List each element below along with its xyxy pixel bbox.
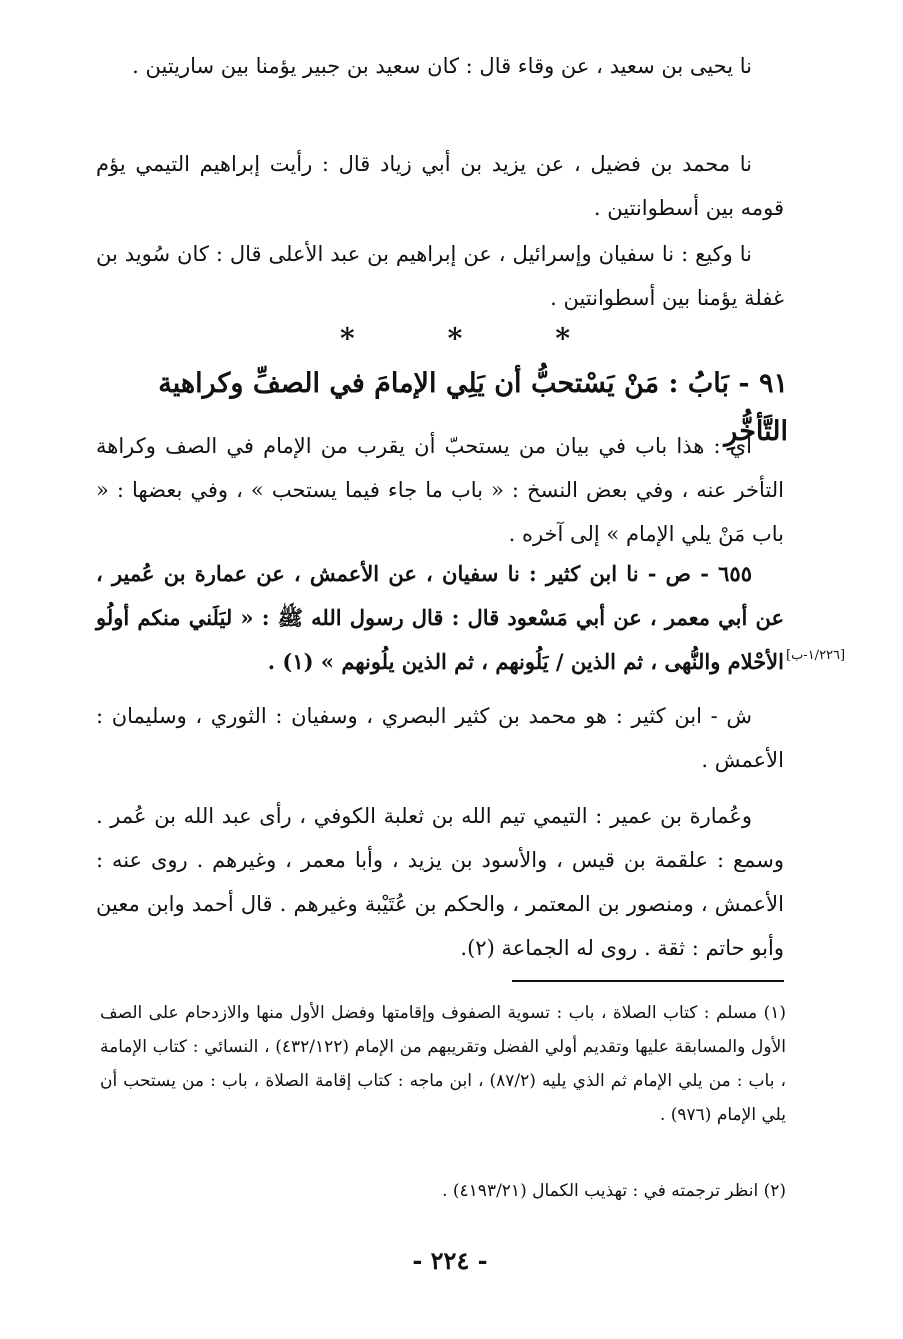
narration-paragraph-1 bbox=[96, 44, 784, 88]
asterisk: * bbox=[340, 322, 355, 355]
chapter-heading: ٩١ - بَابُ : مَنْ يَسْتحبُّ أن يَلِي الإمامَ في الصفِّ وكراهية التَّأخُّرِ bbox=[158, 368, 788, 447]
asterisk: * bbox=[447, 322, 463, 355]
footnote-1 bbox=[100, 996, 786, 1132]
narration-text: نا وكيع : نا سفيان وإسرائيل ، عن إبراهيم بن عبد الأعلى قال : كان سُويد بن غفلة يؤمنا بين أسطوانتين . bbox=[96, 242, 784, 310]
manuscript-folio-note: [١/٢٢٦-ب] bbox=[786, 648, 846, 663]
commentary-paragraph-2 bbox=[96, 794, 784, 970]
narration-text: نا محمد بن فضيل ، عن يزيد بن أبي زياد قال : رأيت إبراهيم التيمي يؤم قومه بين أسطوانتين . bbox=[96, 152, 784, 220]
page-number: - ٢٢٤ - bbox=[412, 1246, 488, 1275]
commentary-text: وعُمارة بن عمير : التيمي تيم الله بن ثعلبة الكوفي ، رأى عبد الله بن عُمر . وسمع : علقمة بن قيس ، والأسود بن يزيد ، وأبا معمر ، وغيرهم . روى عنه : الأعمش ، ومنصور بن المعتمر ، والحكم بن عُتَيْبة وغيرهم . قال أحمد وابن معين وأبو حاتم : ثقة . روى له الجماعة (٢). bbox=[96, 804, 784, 960]
asterisk: * bbox=[555, 322, 570, 355]
footnote-text: (١) مسلم : كتاب الصلاة ، باب : تسوية الصفوف وإقامتها وفضل الأول منها والازدحام على الصف الأول والمسابقة عليها وتقديم أولي الفضل وتقريبهم من الإمام (٤٣٢/١٢٢) ، النسائي : كتاب الإمامة ، باب : من يلي الإمام ثم الذي يليه (٨٧/٢) ، ابن ماجه : كتاب إقامة الصلاة ، باب : من يستحب أن يلي الإمام (٩٧٦) . bbox=[100, 1003, 786, 1125]
footnote-2 bbox=[100, 1174, 786, 1208]
narration-text: نا يحيى بن سعيد ، عن وقاء قال : كان سعيد بن جبير يؤمنا بين ساريتين . bbox=[132, 54, 752, 78]
footnote-divider bbox=[512, 980, 784, 982]
narration-paragraph-2 bbox=[96, 142, 784, 230]
chapter-explanation bbox=[96, 424, 784, 556]
hadith-block bbox=[96, 552, 784, 684]
commentary-text: ش - ابن كثير : هو محمد بن كثير البصري ، وسفيان : الثوري ، وسليمان : الأعمش . bbox=[96, 704, 784, 772]
section-separator bbox=[340, 322, 570, 355]
commentary-paragraph-1 bbox=[96, 694, 784, 782]
hadith-text: ٦٥٥ - ص - نا ابن كثير : نا سفيان ، عن الأعمش ، عن عمارة بن عُمير ، عن أبي معمر ، عن أبي مَسْعود قال : قال رسول الله ﷺ : « ليَلَني منكم أولُو الأحْلام والنُّهى ، ثم الذين / يَلُونهم ، ثم الذين يلُونهم » (١) . bbox=[96, 561, 784, 674]
footnote-text: (٢) انظر ترجمته في : تهذيب الكمال (٤١٩٣/٢١) . bbox=[442, 1181, 786, 1201]
narration-paragraph-3 bbox=[96, 232, 784, 320]
explanation-text: أي : هذا باب في بيان من يستحبّ أن يقرب من الإمام في الصف وكراهة التأخر عنه ، وفي بعض النسخ : « باب ما جاء فيما يستحب » ، وفي بعضها : « باب مَنْ يلي الإمام » إلى آخره . bbox=[96, 434, 784, 546]
